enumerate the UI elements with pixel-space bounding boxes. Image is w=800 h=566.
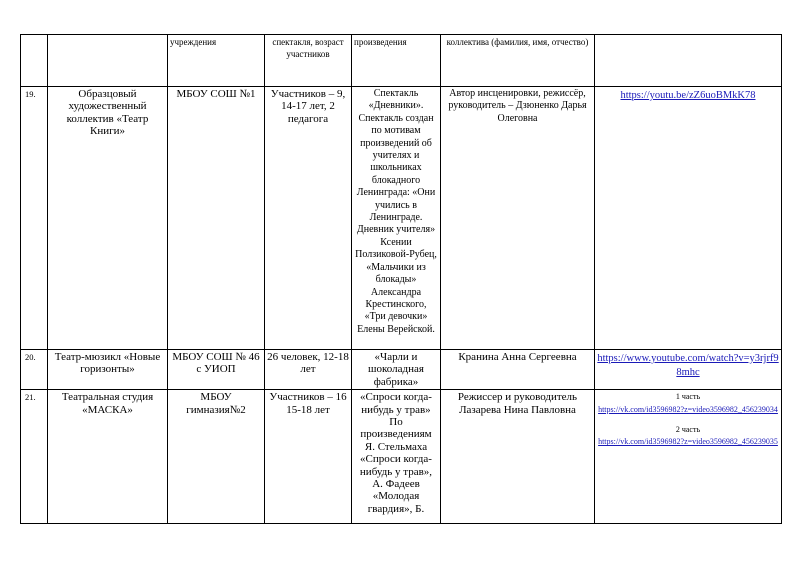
row-number: 20. xyxy=(21,350,48,390)
school-name: МБОУ СОШ № 46 с УИОП xyxy=(168,350,265,390)
header-cell-work: произведения xyxy=(352,35,441,87)
participants-info: 26 человек, 12-18 лет xyxy=(265,350,352,390)
header-cell-team: коллектива (фамилия, имя, отчество) xyxy=(441,35,595,87)
participants-info: Участников – 9, 14-17 лет, 2 педагога xyxy=(265,87,352,350)
video-link-cell xyxy=(595,390,782,524)
table-row xyxy=(21,390,782,524)
collective-name: Театральная студия «МАСКА» xyxy=(48,390,168,524)
work-description: Спектакль «Дневники». Спектакль создан по мотивам произведений об учителях и школьниках блокадного Ленинграда: «Они учились в Ленинграде. Дневник учителя» Ксении Ползиковой-Рубец, «Мальчики из блокады» Александра Крестинского, «Три девочки» Елены Верейской. xyxy=(352,87,441,350)
header-cell-institution: учреждения xyxy=(168,35,265,87)
video-link[interactable]: https://www.youtube.com/watch?v=y3rjrf98mhc xyxy=(597,353,779,379)
spacer xyxy=(597,416,779,424)
work-description: «Чарли и шоколадная фабрика» xyxy=(352,350,441,390)
work-description: «Спроси когда-нибудь у трав» По произведениям Я. Стельмаха «Спроси когда-нибудь у трав», А. Фадеев «Молодая гвардия», Б. xyxy=(352,390,441,524)
leader-name: Режиссер и руководитель Лазарева Нина Павловна xyxy=(441,390,595,524)
part-2-label: 2 часть xyxy=(675,425,701,435)
video-link-cell xyxy=(595,87,782,350)
part-1-label: 1 часть xyxy=(675,392,701,402)
video-link[interactable]: https://youtu.be/zZ6uoBMkK78 xyxy=(620,90,756,101)
participants-info xyxy=(265,390,352,524)
table-row xyxy=(21,350,782,390)
participants-age: 15-18 лет xyxy=(286,403,330,416)
part-1-link[interactable]: https://vk.com/id3596982?z=video3596982_456239034 xyxy=(598,404,778,414)
header-cell-performance: спектакля, возраст участников xyxy=(265,35,352,87)
collective-name: Театр-мюзикл «Новые горизонты» xyxy=(48,350,168,390)
school-name: МБОУ СОШ №1 xyxy=(168,87,265,350)
table-row xyxy=(21,87,782,350)
school-name: МБОУ гимназия№2 xyxy=(168,390,265,524)
header-cell-link xyxy=(595,35,782,87)
header-cell-name xyxy=(48,35,168,87)
header-row xyxy=(21,35,782,87)
collective-name: Образцовый художественный коллектив «Театр Книги» xyxy=(48,87,168,350)
participants-count: Участников – 16 xyxy=(269,391,347,404)
row-number: 21. xyxy=(21,390,48,524)
leader-name: Кранина Анна Сергеевна xyxy=(441,350,595,390)
header-cell-num xyxy=(21,35,48,87)
leader-name: Автор инсценировки, режиссёр, руководитель – Дзюненко Дарья Олеговна xyxy=(441,87,595,350)
video-link-cell xyxy=(595,350,782,390)
row-number: 19. xyxy=(21,87,48,350)
projects-table xyxy=(20,34,782,524)
part-2-link[interactable]: https://vk.com/id3596982?z=video3596982_456239035 xyxy=(598,437,778,447)
